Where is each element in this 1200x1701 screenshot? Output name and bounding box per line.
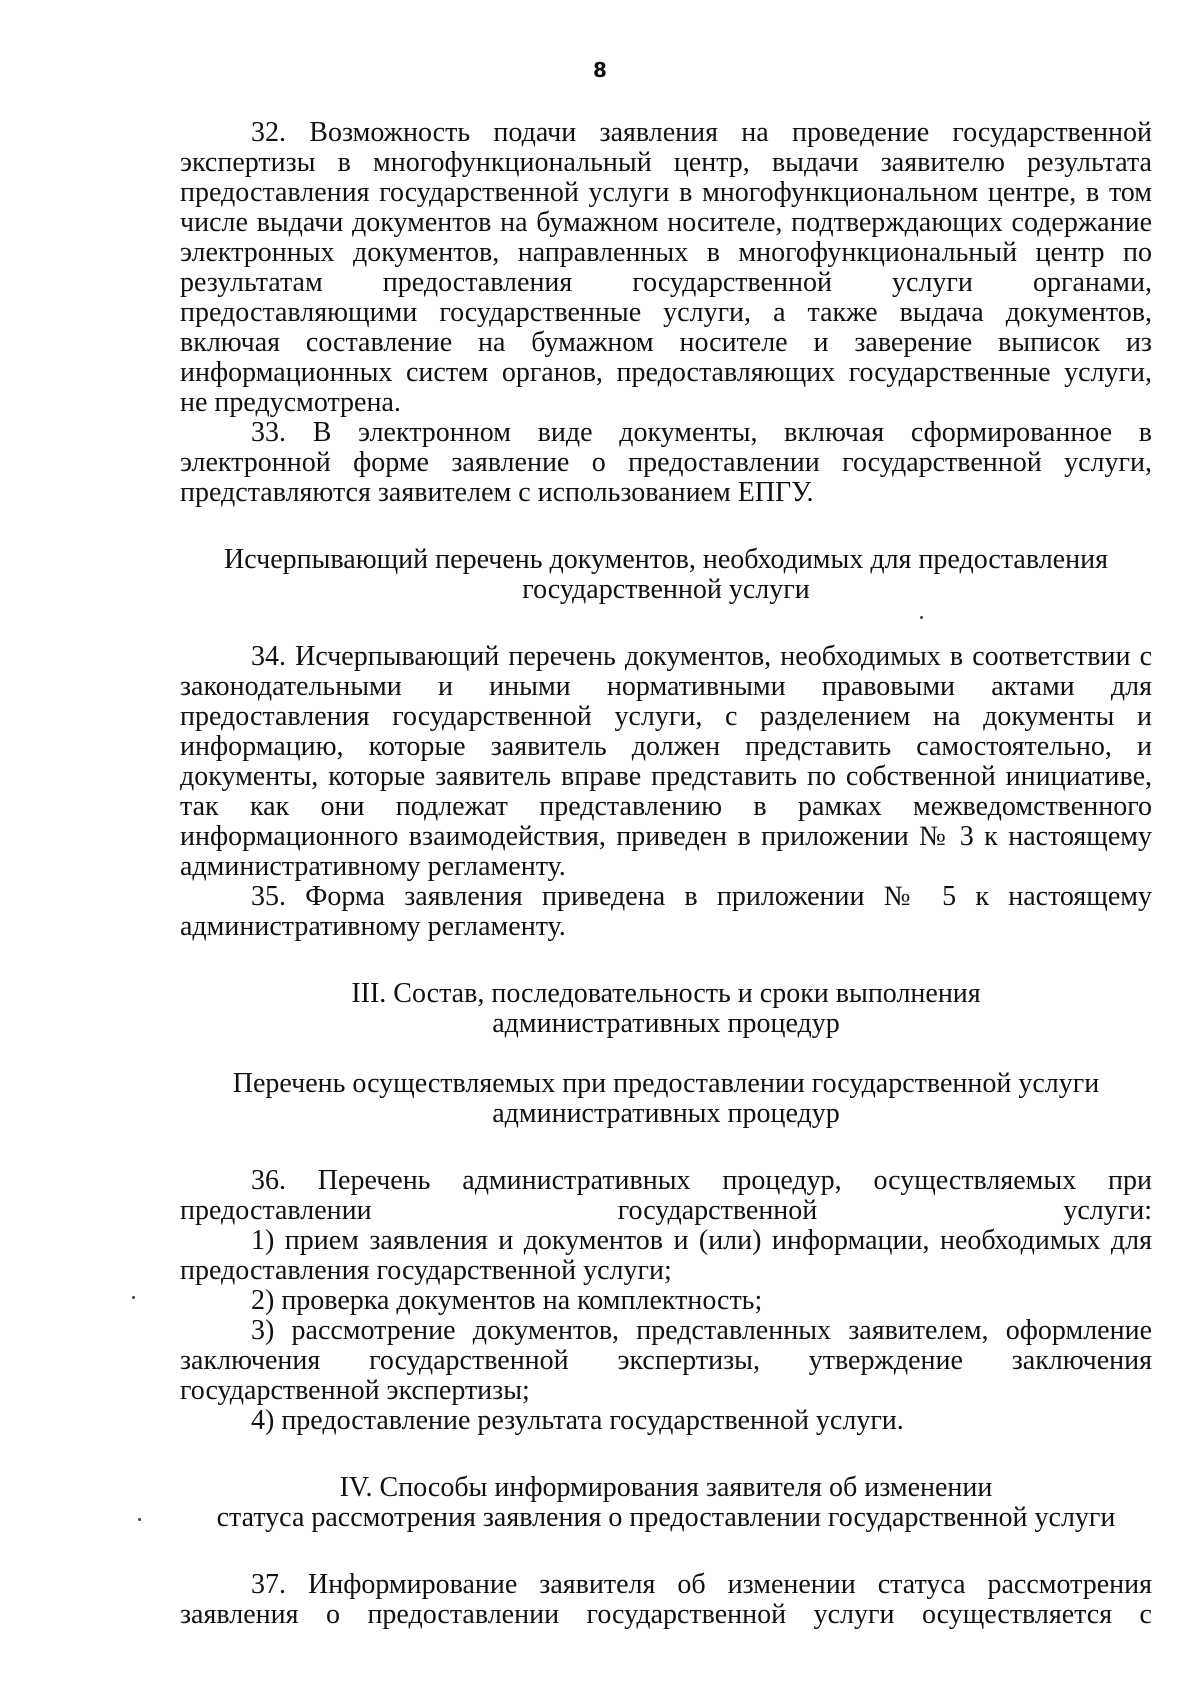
chapter-heading-iv-line1: IV. Способы информирования заявителя об изменении: [339, 1472, 993, 1503]
section-heading-procedures-line1: Перечень осуществляемых при предоставлении государственной услуги: [232, 1068, 1100, 1099]
paragraph-36: 36. Перечень административных процедур, осуществляемых при предоставлении государственной услуги:: [180, 1165, 1152, 1226]
paragraph-34: 34. Исчерпывающий перечень документов, необходимых в соответствии с законодательными и иными нормативными правовыми актами для предоставления государственной услуги, с разделением на документы и информацию, которые заявитель должен представить самостоятельно, и документы, которые заявитель вправе представить по собственной инициативе, так как они подлежат представлению в рамках межведомственного информационного взаимодействия, приведен в приложении № 3 к настоящему административному регламенту.: [180, 641, 1152, 882]
chapter-heading-iii-line2: административных процедур: [492, 1008, 840, 1039]
list-item-36-3: 3) рассмотрение документов, представленных заявителем, оформление заключения государственной экспертизы, утверждение заключения государственной экспертизы;: [180, 1315, 1152, 1406]
section-heading-procedures-line2: административных процедур: [492, 1098, 840, 1129]
scan-speck: [138, 1518, 141, 1521]
page-number: 8: [593, 58, 607, 82]
list-item-36-2: 2) проверка документов на комплектность;: [251, 1285, 763, 1316]
list-item-36-1: 1) прием заявления и документов и (или) информации, необходимых для предоставления государственной услуги;: [180, 1225, 1152, 1286]
chapter-heading-iv-line2: статуса рассмотрения заявления о предоставлении государственной услуги: [216, 1502, 1116, 1533]
section-heading-documents-line1: Исчерпывающий перечень документов, необходимых для предоставления: [224, 544, 1108, 575]
paragraph-35: 35. Форма заявления приведена в приложении № 5 к настоящему административному регламенту.: [180, 881, 1152, 942]
document-body: [180, 118, 1152, 1630]
list-item-36-4: 4) предоставление результата государственной услуги.: [251, 1405, 904, 1436]
paragraph-37: 37. Информирование заявителя об изменении статуса рассмотрения заявления о предоставлении государственной услуги осуществляется с: [180, 1569, 1152, 1630]
section-heading-documents-line2: государственной услуги: [522, 574, 810, 605]
scan-speck: [920, 616, 923, 619]
scan-speck: [132, 1296, 135, 1299]
chapter-heading-iii-line1: III. Состав, последовательность и сроки выполнения: [351, 978, 981, 1009]
paragraph-32: 32. Возможность подачи заявления на проведение государственной экспертизы в многофункциональный центр, выдачи заявителю результата предоставления государственной услуги в многофункциональном центре, в том числе выдачи документов на бумажном носителе, подтверждающих содержание электронных документов, направленных в многофункциональный центр по результатам предоставления государственной услуги органами, предоставляющими государственные услуги, а также выдача документов, включая составление на бумажном носителе и заверение выписок из информационных систем органов, предоставляющих государственные услуги, не предусмотрена.: [180, 117, 1152, 418]
paragraph-33: 33. В электронном виде документы, включая сформированное в электронной форме заявление о предоставлении государственной услуги, представляются заявителем с использованием ЕПГУ.: [180, 417, 1152, 508]
